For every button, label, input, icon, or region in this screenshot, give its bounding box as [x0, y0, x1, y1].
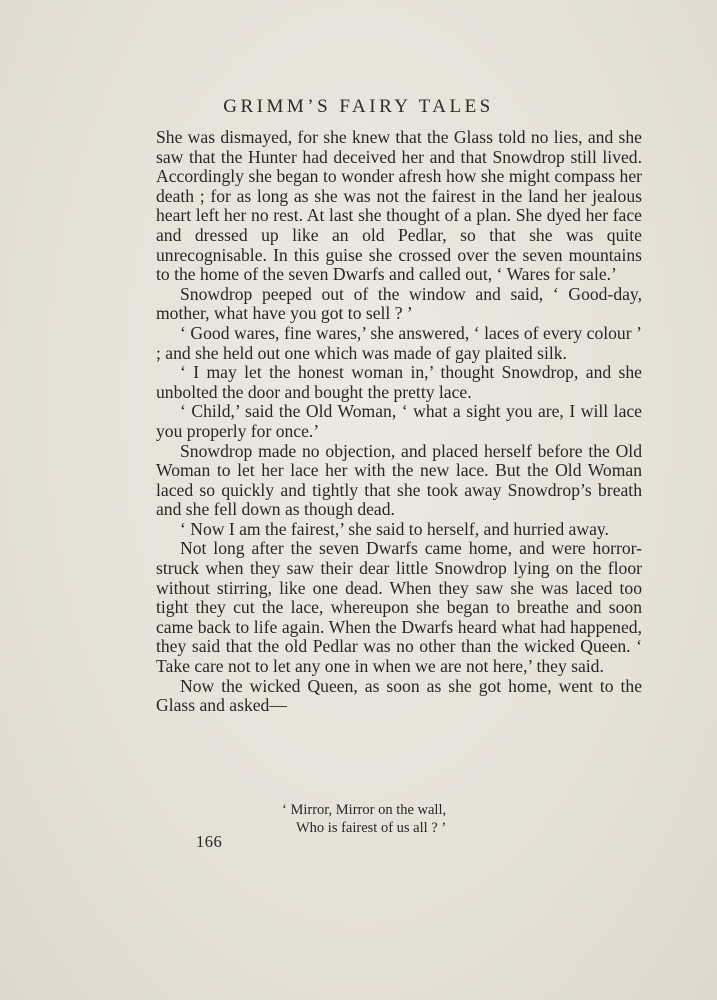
paragraph: Snowdrop made no objection, and placed herself before the Old Woman to let her lace her with the new lace. But the Old Woman laced so quickly and tightly that she took away Snowdrop’s breath and she fell down as though dead.	[156, 440, 642, 520]
page-number: 166	[196, 832, 223, 851]
paragraph: Not long after the seven Dwarfs came home, and were horror-struck when they saw their dear little Snowdrop lying on the floor without stirring, like one dead. When they saw she was laced too tight they cut the lace, whereupon she began to breathe and soon came back to life again. When the Dwarfs heard what had happened, they said that the old Pedlar was no other than the wicked Queen. ‘ Take care not to let any one in when we are not here,’ they said.	[156, 538, 642, 677]
paragraph: Snowdrop peeped out of the window and said, ‘ Good-day, mother, what have you got to sell ? ’	[156, 283, 642, 324]
verse-line: ‘ Mirror, Mirror on the wall,	[282, 802, 447, 818]
running-title: GRIMM’S FAIRY TALES	[223, 96, 494, 117]
paragraph: ‘ I may let the honest woman in,’ thought Snowdrop, and she unbolted the door and bought the pretty lace.	[156, 362, 642, 402]
verse-block	[282, 801, 522, 837]
paragraph: She was dismayed, for she knew that the Glass told no lies, and she saw that the Hunter had deceived her and that Snowdrop still lived. Accordingly she began to wonder afresh how she might compass her death ; for as long as she was not the fairest in the land her jealous heart left her no rest. At last she thought of a plan. She dyed her face and dressed up like an old Pedlar, so that she was quite unrecognisable. In this guise she crossed over the seven mountains to the home of the seven Dwarfs and called out, ‘ Wares for sale.’	[156, 127, 642, 285]
paragraph: ‘ Good wares, fine wares,’ she answered, ‘ laces of every colour ’ ; and she held out one which was made of gay plaited silk.	[156, 322, 642, 363]
verse-line: Who is fairest of us all ? ’	[296, 820, 447, 836]
paragraph: ‘ Child,’ said the Old Woman, ‘ what a sight you are, I will lace you properly for once.’	[156, 401, 642, 441]
body-text	[156, 128, 642, 716]
paragraph: Now the wicked Queen, as soon as she got home, went to the Glass and asked—	[156, 675, 642, 716]
paragraph: ‘ Now I am the fairest,’ she said to herself, and hurried away.	[180, 518, 609, 539]
